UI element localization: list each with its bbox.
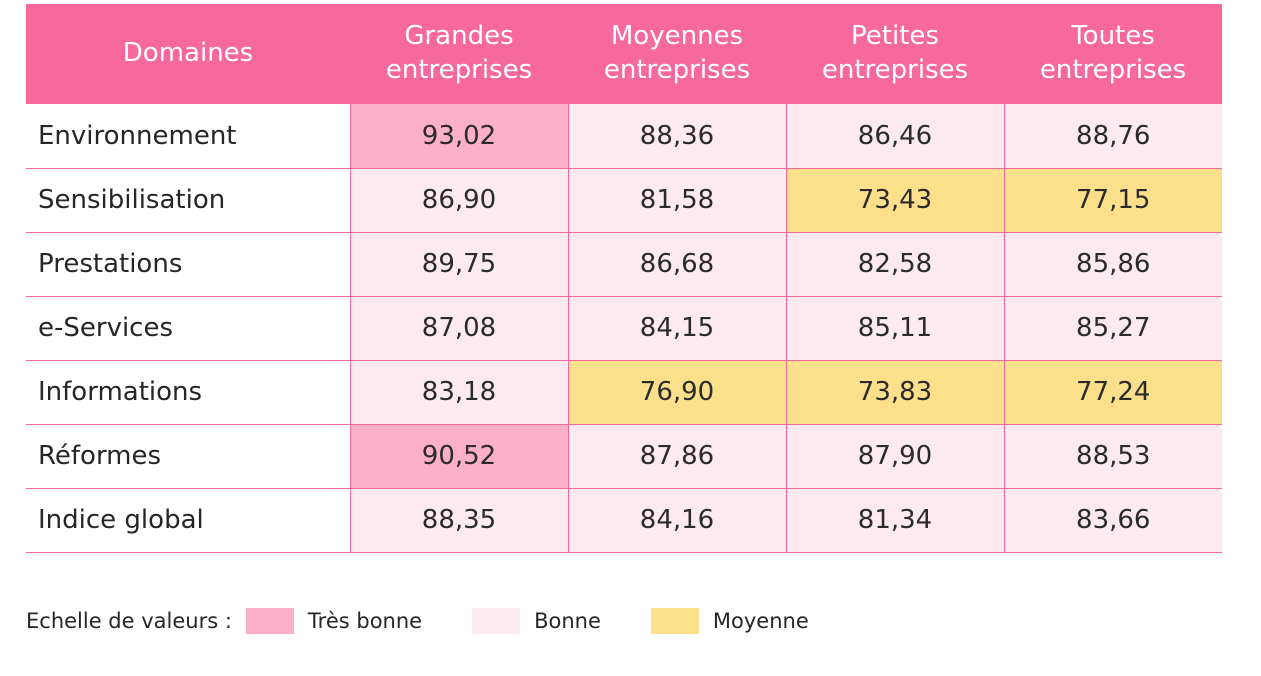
table-cell: 73,83 xyxy=(786,360,1004,424)
legend-item-tres-bonne xyxy=(246,608,422,634)
table-cell: 90,52 xyxy=(350,424,568,488)
legend-swatch-icon xyxy=(246,608,294,634)
table-body xyxy=(26,104,1222,552)
table-row xyxy=(26,232,1222,296)
table-cell: 93,02 xyxy=(350,104,568,168)
table-cell: 83,18 xyxy=(350,360,568,424)
legend-item-moyenne xyxy=(651,608,809,634)
column-header-toutes-entreprises: Toutes entreprises xyxy=(1004,4,1222,104)
legend-label: Moyenne xyxy=(712,609,809,633)
table-header xyxy=(26,4,1222,104)
row-label: Indice global xyxy=(26,488,350,552)
table-row xyxy=(26,168,1222,232)
column-header-domaines: Domaines xyxy=(26,4,350,104)
row-label: Sensibilisation xyxy=(26,168,350,232)
table-cell: 84,15 xyxy=(568,296,786,360)
table-cell: 87,08 xyxy=(350,296,568,360)
legend xyxy=(26,608,859,634)
legend-title: Echelle de valeurs : xyxy=(26,609,232,633)
column-header-moyennes-entreprises: Moyennes entreprises xyxy=(568,4,786,104)
column-header-petites-entreprises: Petites entreprises xyxy=(786,4,1004,104)
table-header-row xyxy=(26,4,1222,104)
table-cell: 77,24 xyxy=(1004,360,1222,424)
legend-item-bonne xyxy=(472,608,601,634)
table-cell: 77,15 xyxy=(1004,168,1222,232)
table-cell: 86,90 xyxy=(350,168,568,232)
table-cell: 88,35 xyxy=(350,488,568,552)
row-label: Prestations xyxy=(26,232,350,296)
table-row xyxy=(26,296,1222,360)
legend-label: Bonne xyxy=(534,609,601,633)
table-row xyxy=(26,360,1222,424)
table-cell: 84,16 xyxy=(568,488,786,552)
table-cell: 83,66 xyxy=(1004,488,1222,552)
table-cell: 81,34 xyxy=(786,488,1004,552)
table-cell: 85,86 xyxy=(1004,232,1222,296)
table-row xyxy=(26,488,1222,552)
table-cell: 86,68 xyxy=(568,232,786,296)
table-cell: 87,90 xyxy=(786,424,1004,488)
table-cell: 86,46 xyxy=(786,104,1004,168)
row-label: Environnement xyxy=(26,104,350,168)
table-row xyxy=(26,424,1222,488)
table-cell: 76,90 xyxy=(568,360,786,424)
legend-swatch-icon xyxy=(651,608,699,634)
table-cell: 82,58 xyxy=(786,232,1004,296)
results-table xyxy=(26,4,1222,553)
table-row xyxy=(26,104,1222,168)
row-label: e-Services xyxy=(26,296,350,360)
table-cell: 85,27 xyxy=(1004,296,1222,360)
table-cell: 81,58 xyxy=(568,168,786,232)
table-cell: 88,76 xyxy=(1004,104,1222,168)
table-cell: 73,43 xyxy=(786,168,1004,232)
table-cell: 87,86 xyxy=(568,424,786,488)
table-cell: 85,11 xyxy=(786,296,1004,360)
column-header-grandes-entreprises: Grandes entreprises xyxy=(350,4,568,104)
table-cell: 89,75 xyxy=(350,232,568,296)
table-cell: 88,36 xyxy=(568,104,786,168)
table-cell: 88,53 xyxy=(1004,424,1222,488)
legend-label: Très bonne xyxy=(307,609,423,633)
legend-swatch-icon xyxy=(472,608,520,634)
row-label: Réformes xyxy=(26,424,350,488)
row-label: Informations xyxy=(26,360,350,424)
